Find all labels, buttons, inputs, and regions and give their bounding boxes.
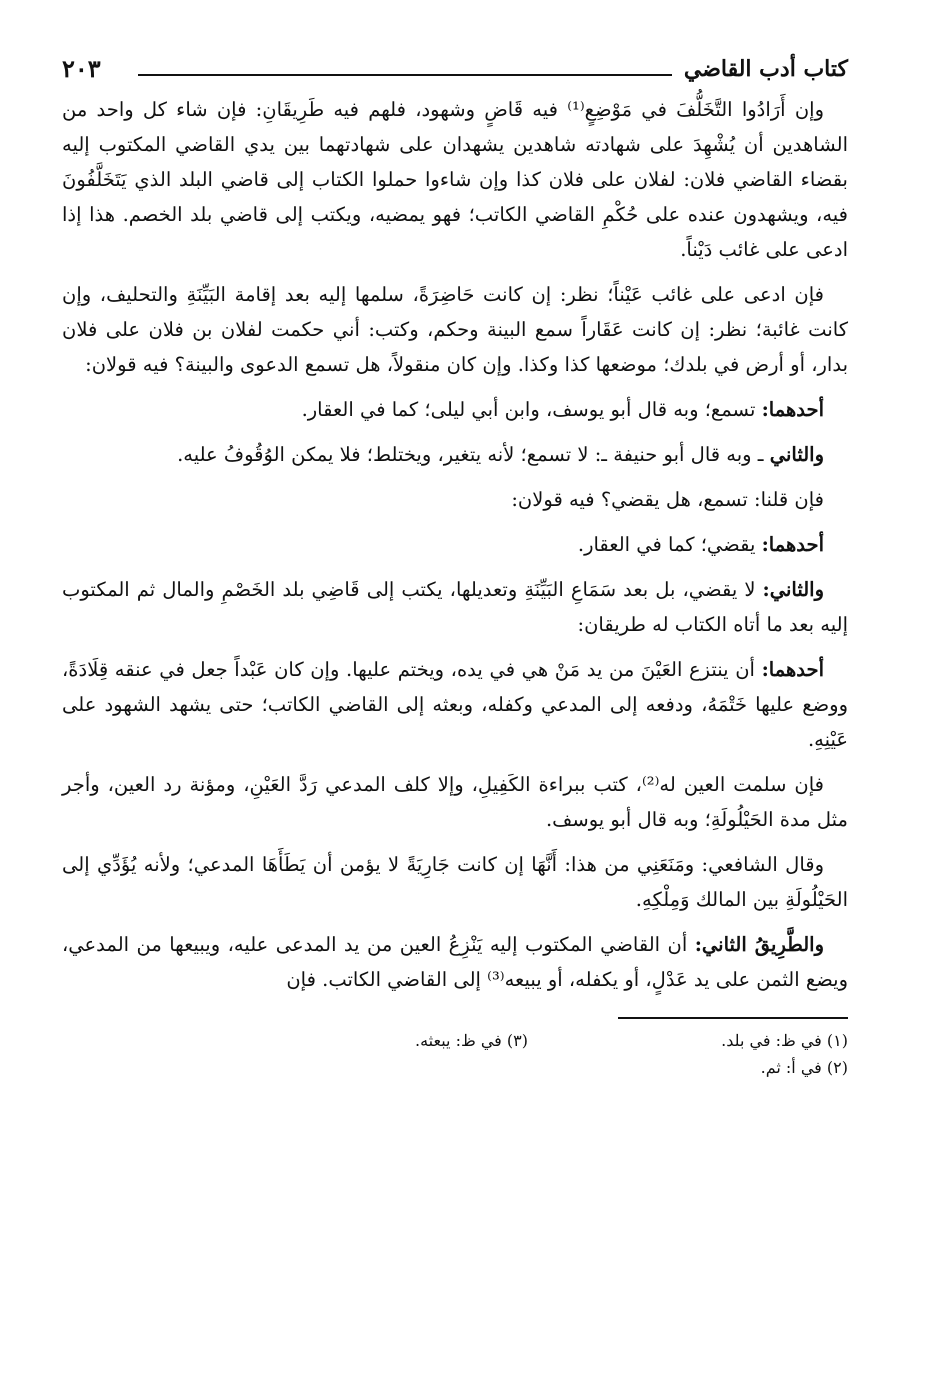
running-head-rule	[138, 74, 672, 76]
footnote-row	[62, 1027, 848, 1054]
paragraph-text: فإن قلنا: تسمع، هل يقضي؟ فيه قولان:	[511, 488, 824, 511]
paragraph-text: فإن ادعى على غائب عَيْناً؛ نظر: إن كانت حَاضِرَةً، سلمها إليه بعد إقامة البَيِّنَةِ والتحليف، وإن كانت غائبة؛ نظر: إن كانت عَقَاراً سمع البينة وحكم، وكتب: أني حكمت لفلان بن فلان على فلان بدار، أو أرض في بلدك؛ موضعها كذا وكذا. وإن كان منقولاً، هل تسمع الدعوى والبينة؟ فيه قولان:	[62, 283, 848, 376]
paragraph-text: أن القاضي المكتوب إليه يَنْزِعُ العين من يد المدعى عليه، ويبيعها من المدعي، ويضع الثمن على يد عَدْلٍ، أو يكفله، أو يبيعه⁽³⁾ إلى القاضي الكاتب. فإن	[62, 933, 848, 991]
page-number: ٢٠٣	[62, 54, 101, 83]
paragraph-text: لا يقضي، بل بعد سَمَاعِ البَيِّنَةِ وتعديلها، يكتب إلى قَاضِي بلد الخَصْمِ والمال ثم المكتوب إليه بعد ما أتاه الكتاب له طريقان:	[62, 578, 848, 636]
paragraph-text: تسمع؛ وبه قال أبو يوسف، وابن أبي ليلى؛ كما في العقار.	[301, 398, 762, 421]
paragraph	[62, 927, 848, 997]
paragraph	[62, 392, 848, 427]
paragraph	[62, 482, 848, 517]
paragraph-lead: أحدهما:	[761, 533, 824, 556]
paragraph-text: ـ وبه قال أبو حنيفة ـ: لا تسمع؛ لأنه يتغير، ويختلط؛ فلا يمكن الوُقُوفُ عليه.	[177, 443, 770, 466]
paragraph-lead: أحدهما:	[761, 398, 824, 421]
book-page	[62, 52, 848, 1081]
paragraph	[62, 527, 848, 562]
paragraph	[62, 277, 848, 382]
running-head-title: كتاب أدب القاضي	[683, 56, 848, 82]
paragraph	[62, 437, 848, 472]
paragraph-text: وإن أَرَادُوا التَّخَلُّفَ في مَوْضِعٍ⁽¹⁾ فيه قَاضٍ وشهود، فلهم فيه طَرِيقَانِ: فإن شاء كل واحد من الشاهدين أن يُشْهِدَ على شهادته شاهدين يشهدان على شهادتهما بين يدي القاضي المكتوب إليه بقضاء القاضي فلان: لفلان على فلان كذا وإن شاءوا حملوا الكتاب إلى قاضي البلد الذي يَتَخَلَّفُونَ فيه، ويشهدون عنده على حُكْمِ القاضي الكاتب؛ فهو يمضيه، ويكتب إلى قاضي بلد الخصم. هذا إذا ادعى على غائب دَيْناً.	[62, 98, 848, 261]
paragraph-lead: والثاني:	[762, 578, 824, 601]
footnote-rule	[618, 1017, 848, 1019]
paragraph	[62, 92, 848, 267]
paragraph-lead: والثاني	[769, 443, 824, 466]
paragraph-text: يقضي؛ كما في العقار.	[577, 533, 762, 556]
paragraph	[62, 652, 848, 757]
paragraph-text: فإن سلمت العين له⁽²⁾، كتب ببراءة الكَفِيلِ، وإلا كلف المدعي رَدَّ العَيْنِ، ومؤنة رد العين، وأجر مثل مدة الحَيْلُولَةِ؛ وبه قال أبو يوسف.	[62, 773, 848, 831]
footnote: (١) في ظ: في بلد.	[721, 1031, 848, 1050]
paragraph	[62, 572, 848, 642]
footnotes	[62, 1027, 848, 1081]
footnote-row	[62, 1054, 848, 1081]
paragraph-text: أن ينتزع العَيْنَ من يد مَنْ هي في يده، ويختم عليها. وإن كان عَبْداً جعل في عنقه قِلَادَةً، ووضع عليها خَتْمَهُ، ودفعه إلى المدعي وكفله، وبعثه إلى القاضي الكاتب؛ حتى يشهد الشهود على عَيْنِهِ.	[62, 658, 848, 751]
paragraph	[62, 767, 848, 837]
paragraph-text: وقال الشافعي: ومَنَعَنِي من هذا: أَنَّهَا إن كانت جَارِيَةً لا يؤمن أن يَطَأَهَا المدعي؛ ولأنه يُؤَدِّي إلى الحَيْلُولَةِ بين المالك وَمِلْكِهِ.	[62, 853, 848, 911]
paragraph-lead: والطَّرِيقُ الثاني:	[694, 933, 824, 956]
footnote: (٣) في ظ: يبعثه.	[414, 1031, 528, 1050]
running-head	[62, 52, 848, 92]
footnote: (٢) في أ: ثم.	[760, 1058, 848, 1077]
paragraph-lead: أحدهما:	[761, 658, 824, 681]
body-text	[62, 92, 848, 997]
paragraph	[62, 847, 848, 917]
